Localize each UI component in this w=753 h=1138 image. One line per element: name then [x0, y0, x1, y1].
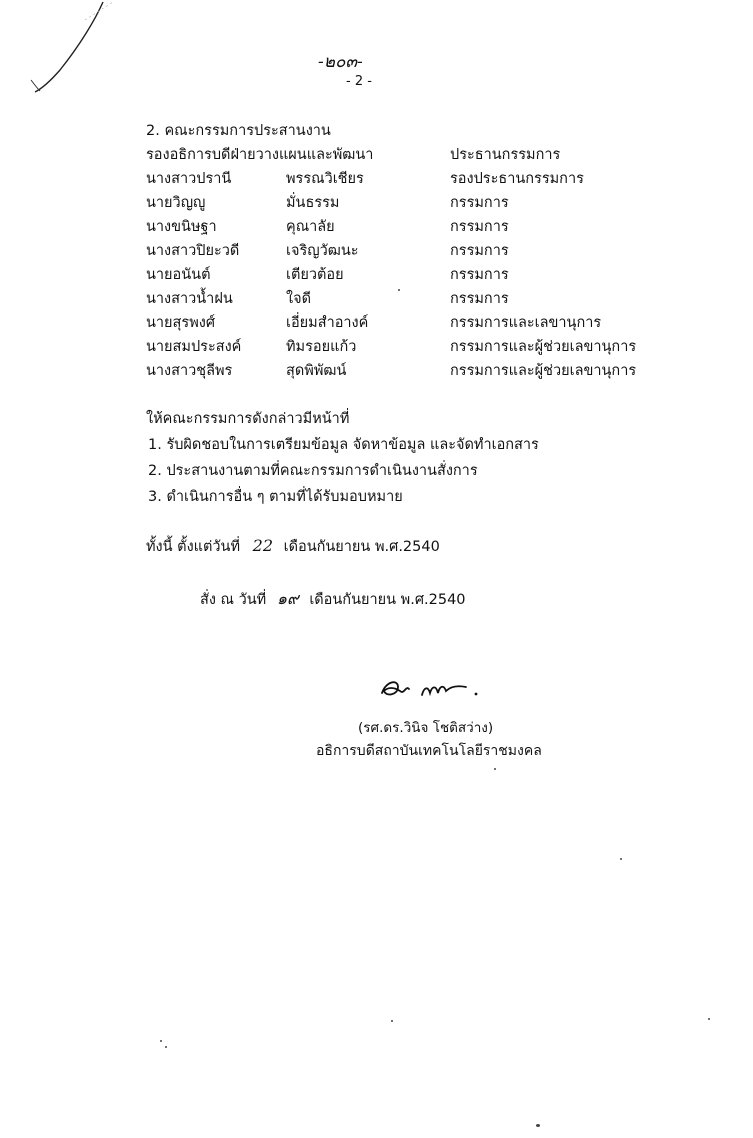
duty-item: 1. รับผิดชอบในการเตรียมข้อมูล จัดหาข้อมูล และจัดทำเอกสาร: [148, 437, 539, 453]
duties-intro: ให้คณะกรรมการดังกล่าวมีหน้าที่: [146, 411, 350, 427]
committee-row-surname: คุณาลัย: [286, 219, 335, 235]
effective-date-line: [146, 537, 440, 556]
committee-row-surname: ทิมรอยแก้ว: [286, 339, 357, 355]
scan-speck: [536, 1124, 540, 1127]
ordered-date-prefix: สั่ง ณ วันที่: [200, 592, 267, 608]
scan-speck: [398, 289, 400, 291]
corner-pen-mark: [25, 0, 115, 100]
committee-row-surname: สุดพิพัฒน์: [286, 363, 347, 379]
committee-row-surname: เอี่ยมสำอางค์: [286, 315, 369, 331]
committee-row-surname: พรรณวิเชียร: [286, 171, 364, 187]
committee-row-name: รองอธิการบดีฝ่ายวางแผนและพัฒนา: [146, 147, 374, 163]
committee-row-name: นายอนันต์: [146, 267, 211, 283]
effective-date-prefix: ทั้งนี้ ตั้งแต่วันที่: [146, 539, 241, 555]
committee-row-surname: ใจดี: [286, 291, 311, 307]
committee-row-surname: เตียวต้อย: [286, 267, 344, 283]
effective-date-suffix: เดือนกันยายน พ.ศ.2540: [283, 539, 440, 555]
committee-row-role: ประธานกรรมการ: [450, 147, 561, 163]
committee-row-name: นางขนิษฐา: [146, 219, 217, 235]
committee-row-name: นายวิญญู: [146, 195, 206, 211]
scan-speck: [620, 858, 622, 860]
committee-row-surname: เจริญวัฒนะ: [286, 243, 359, 259]
scan-speck: [160, 1040, 162, 1042]
committee-row-role: กรรมการและผู้ช่วยเลขานุการ: [450, 363, 637, 379]
committee-row-name: นางสาวน้ำฝน: [146, 291, 233, 307]
ordered-date-line: [200, 590, 466, 609]
handwritten-page-number: -๒๐๓-: [318, 52, 363, 72]
committee-row-name: นายสุรพงศ์: [146, 315, 216, 331]
handwritten-signature: [376, 673, 486, 705]
signatory-position: อธิการบดีสถาบันเทคโนโลยีราชมงคล: [316, 743, 542, 759]
committee-row-name: นางสาวชุลีพร: [146, 363, 233, 379]
ordered-day-handwritten: ๑๙: [276, 589, 299, 608]
scan-speck: [708, 1018, 710, 1020]
committee-row-role: กรรมการ: [450, 291, 509, 307]
committee-row-role: กรรมการ: [450, 267, 509, 283]
effective-day-handwritten: 22: [252, 536, 273, 555]
scan-speck: [391, 1020, 393, 1022]
committee-row-surname: มั่นธรรม: [286, 195, 340, 211]
committee-row-role: กรรมการและผู้ช่วยเลขานุการ: [450, 339, 637, 355]
duty-item: 2. ประสานงานตามที่คณะกรรมการดำเนินงานสั่งการ: [148, 463, 478, 479]
committee-row-role: รองประธานกรรมการ: [450, 171, 584, 187]
signatory-name: (รศ.ดร.วินิจ โชติสว่าง): [358, 720, 494, 736]
committee-row-role: กรรมการ: [450, 243, 509, 259]
duty-item: 3. ดำเนินการอื่น ๆ ตามที่ได้รับมอบหมาย: [148, 489, 403, 505]
scan-speck: [494, 768, 496, 770]
committee-row-name: นางสาวปิยะวดี: [146, 243, 240, 259]
section-title: 2. คณะกรรมการประสานงาน: [146, 123, 331, 139]
committee-row-role: กรรมการ: [450, 219, 509, 235]
committee-row-role: กรรมการ: [450, 195, 509, 211]
committee-row-role: กรรมการและเลขานุการ: [450, 315, 602, 331]
scan-speck: [165, 1046, 167, 1048]
page-label: - 2 -: [346, 74, 372, 89]
ordered-date-suffix: เดือนกันยายน พ.ศ.2540: [309, 592, 466, 608]
committee-row-name: นายสมประสงค์: [146, 339, 242, 355]
committee-row-name: นางสาวปรานี: [146, 171, 232, 187]
